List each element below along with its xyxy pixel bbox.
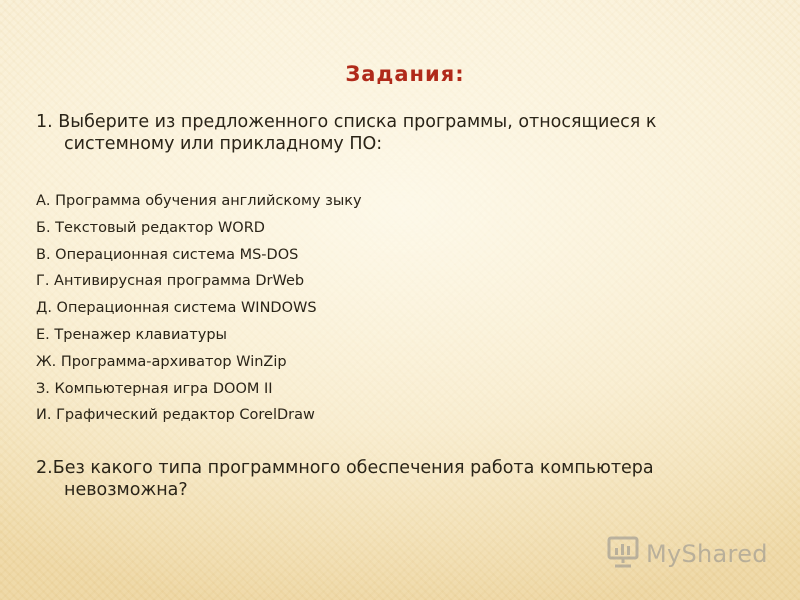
watermark-text: MyShared	[646, 540, 768, 568]
list-item: Б. Текстовый редактор WORD	[36, 219, 265, 236]
options-list	[36, 188, 362, 429]
question-1: 1. Выберите из предложенного списка программы, относящиеся к системному или прикладному ПО:	[36, 112, 657, 154]
list-item: З. Компьютерная игра DOOM II	[36, 380, 273, 397]
list-item: В. Операционная система MS-DOS	[36, 246, 299, 263]
question-2: 2.Без какого типа программного обеспечения работа компьютера невозможна?	[36, 458, 654, 500]
list-item: А. Программа обучения английскому зыку	[36, 193, 362, 209]
presentation-board-icon	[606, 535, 640, 573]
list-item: Г. Антивирусная программа DrWeb	[36, 273, 305, 290]
list-item: Д. Операционная система WINDOWS	[36, 300, 317, 317]
slide-title: Задания:	[345, 62, 465, 86]
watermark-logo	[606, 536, 766, 572]
list-item: Ж. Программа-архиватор WinZip	[36, 353, 287, 370]
list-item: И. Графический редактор CorelDraw	[36, 407, 315, 424]
list-item: Е. Тренажер клавиатуры	[36, 326, 227, 343]
